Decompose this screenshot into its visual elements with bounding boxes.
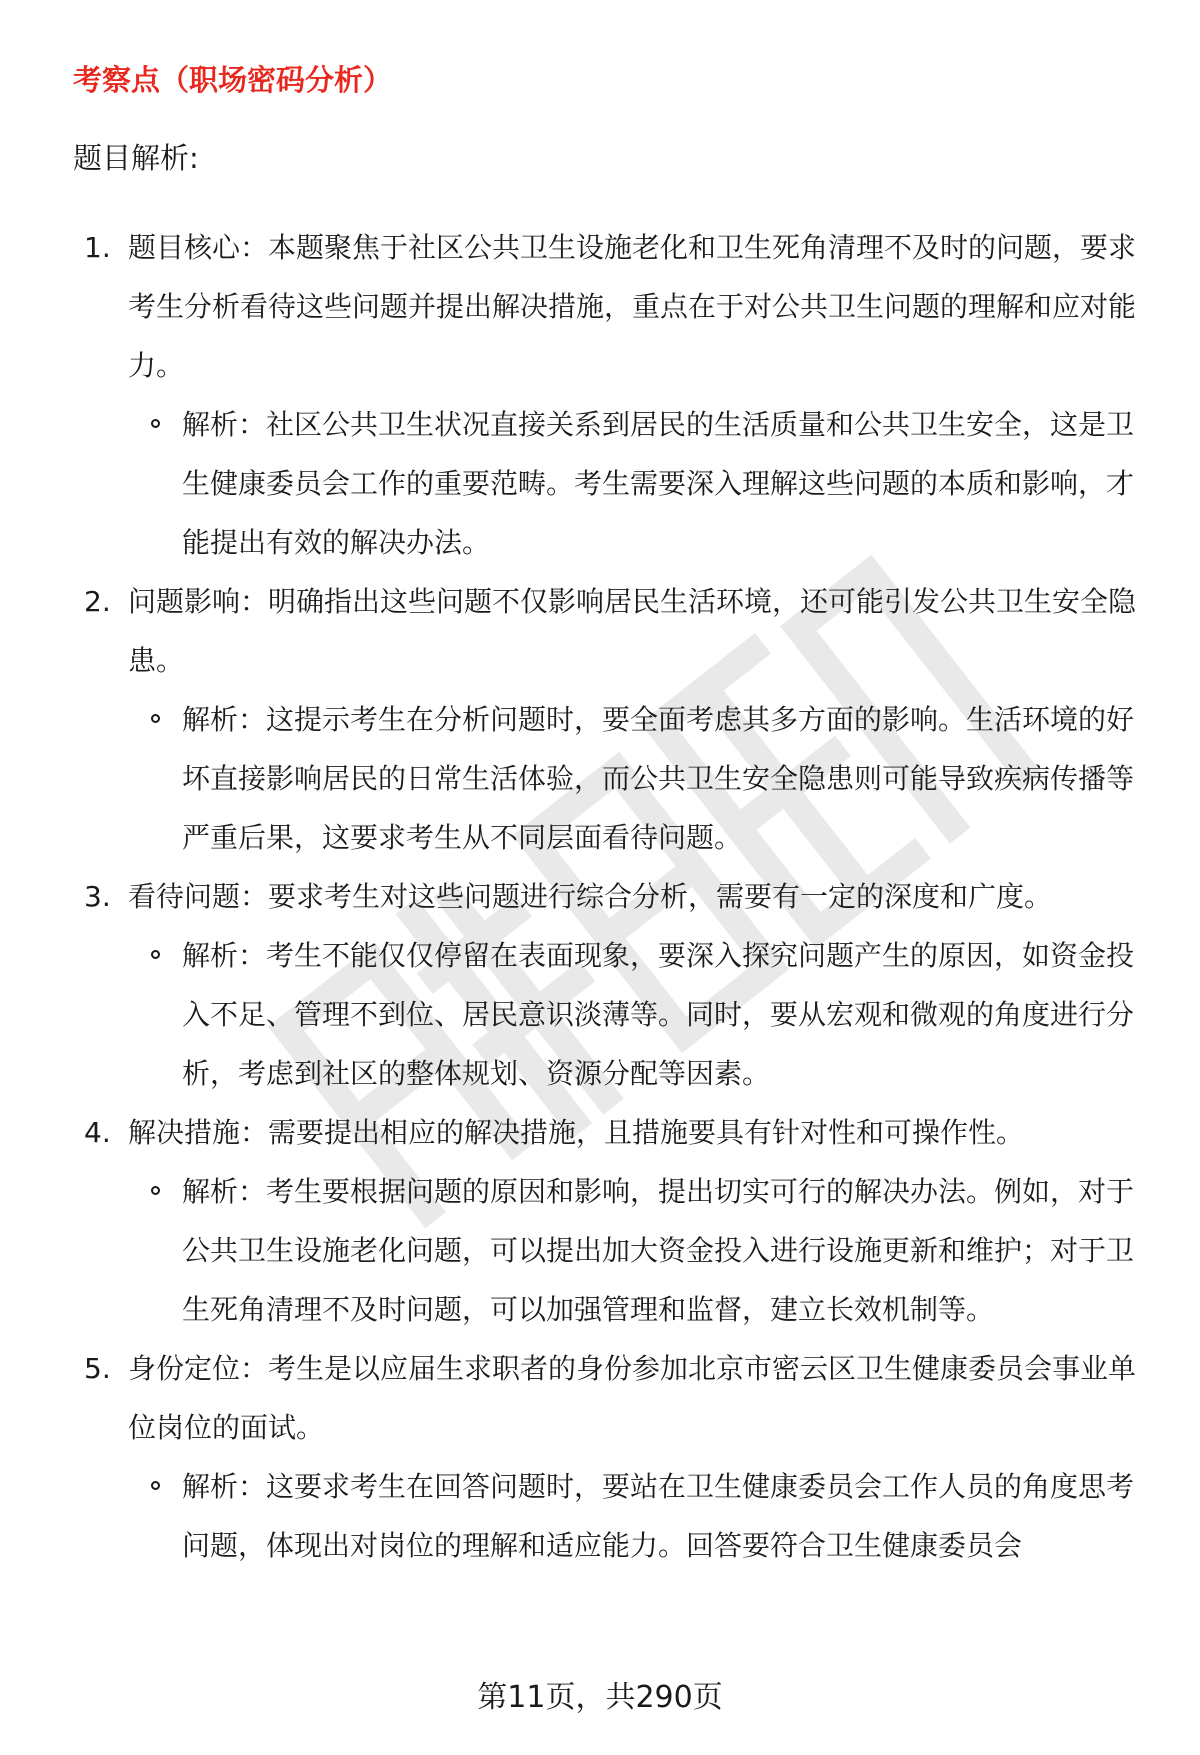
analysis-text: 解析：考生要根据问题的原因和影响，提出切实可行的解决办法。例如，对于公共卫生设施老化问题，可以提出加大资金投入进行设施更新和维护；对于卫生死角清理不及时问题，可以加强管理和监督，建立长效机制等。 bbox=[182, 1175, 1135, 1326]
list-item bbox=[0, 572, 1200, 867]
hollow-bullet-icon bbox=[151, 1481, 160, 1490]
hollow-bullet-icon bbox=[151, 714, 160, 723]
item-point bbox=[0, 1103, 1200, 1162]
item-analysis bbox=[0, 1162, 1200, 1339]
analysis-text: 解析：社区公共卫生状况直接关系到居民的生活质量和公共卫生安全，这是卫生健康委员会工作的重要范畴。考生需要深入理解这些问题的本质和影响，才能提出有效的解决办法。 bbox=[182, 408, 1135, 559]
list-item bbox=[0, 867, 1200, 1103]
analysis-text: 解析：这提示考生在分析问题时，要全面考虑其多方面的影响。生活环境的好坏直接影响居民的日常生活体验，而公共卫生安全隐患则可能导致疾病传播等严重后果，这要求考生从不同层面看待问题。 bbox=[182, 703, 1135, 854]
item-text: 看待问题：要求考生对这些问题进行综合分析，需要有一定的深度和广度。 bbox=[128, 880, 1053, 913]
item-analysis bbox=[0, 926, 1200, 1103]
list-item bbox=[0, 1103, 1200, 1339]
item-analysis bbox=[0, 690, 1200, 867]
item-analysis bbox=[0, 1457, 1200, 1575]
item-point bbox=[0, 572, 1200, 690]
list-item bbox=[0, 218, 1200, 572]
item-number: 5. bbox=[84, 1352, 111, 1385]
item-text: 问题影响：明确指出这些问题不仅影响居民生活环境，还可能引发公共卫生安全隐患。 bbox=[128, 585, 1137, 677]
numbered-list bbox=[0, 218, 1200, 1575]
hollow-bullet-icon bbox=[151, 1186, 160, 1195]
item-text: 解决措施：需要提出相应的解决措施，且措施要具有针对性和可操作性。 bbox=[128, 1116, 1025, 1149]
analysis-text: 解析：这要求考生在回答问题时，要站在卫生健康委员会工作人员的角度思考问题，体现出对岗位的理解和适应能力。回答要符合卫生健康委员会 bbox=[182, 1470, 1135, 1562]
item-analysis bbox=[0, 395, 1200, 572]
section-title: 考察点（职场密码分析） bbox=[73, 63, 393, 97]
page-number: 第11页，共290页 bbox=[477, 1680, 723, 1715]
analysis-text: 解析：考生不能仅仅停留在表面现象，要深入探究问题产生的原因，如资金投入不足、管理不到位、居民意识淡薄等。同时，要从宏观和微观的角度进行分析，考虑到社区的整体规划、资源分配等因素。 bbox=[182, 939, 1135, 1090]
hollow-bullet-icon bbox=[151, 419, 160, 428]
item-number: 1. bbox=[84, 231, 111, 264]
hollow-bullet-icon bbox=[151, 950, 160, 959]
item-number: 3. bbox=[84, 880, 111, 913]
item-text: 身份定位：考生是以应届生求职者的身份参加北京市密云区卫生健康委员会事业单位岗位的面试。 bbox=[128, 1352, 1137, 1444]
section-subtitle: 题目解析: bbox=[73, 141, 199, 175]
item-number: 4. bbox=[84, 1116, 111, 1149]
item-point bbox=[0, 1339, 1200, 1457]
list-item bbox=[0, 1339, 1200, 1575]
item-point bbox=[0, 867, 1200, 926]
item-point bbox=[0, 218, 1200, 395]
item-text: 题目核心：本题聚焦于社区公共卫生设施老化和卫生死角清理不及时的问题，要求考生分析看待这些问题并提出解决措施，重点在于对公共卫生问题的理解和应对能力。 bbox=[128, 231, 1137, 382]
item-number: 2. bbox=[84, 585, 111, 618]
